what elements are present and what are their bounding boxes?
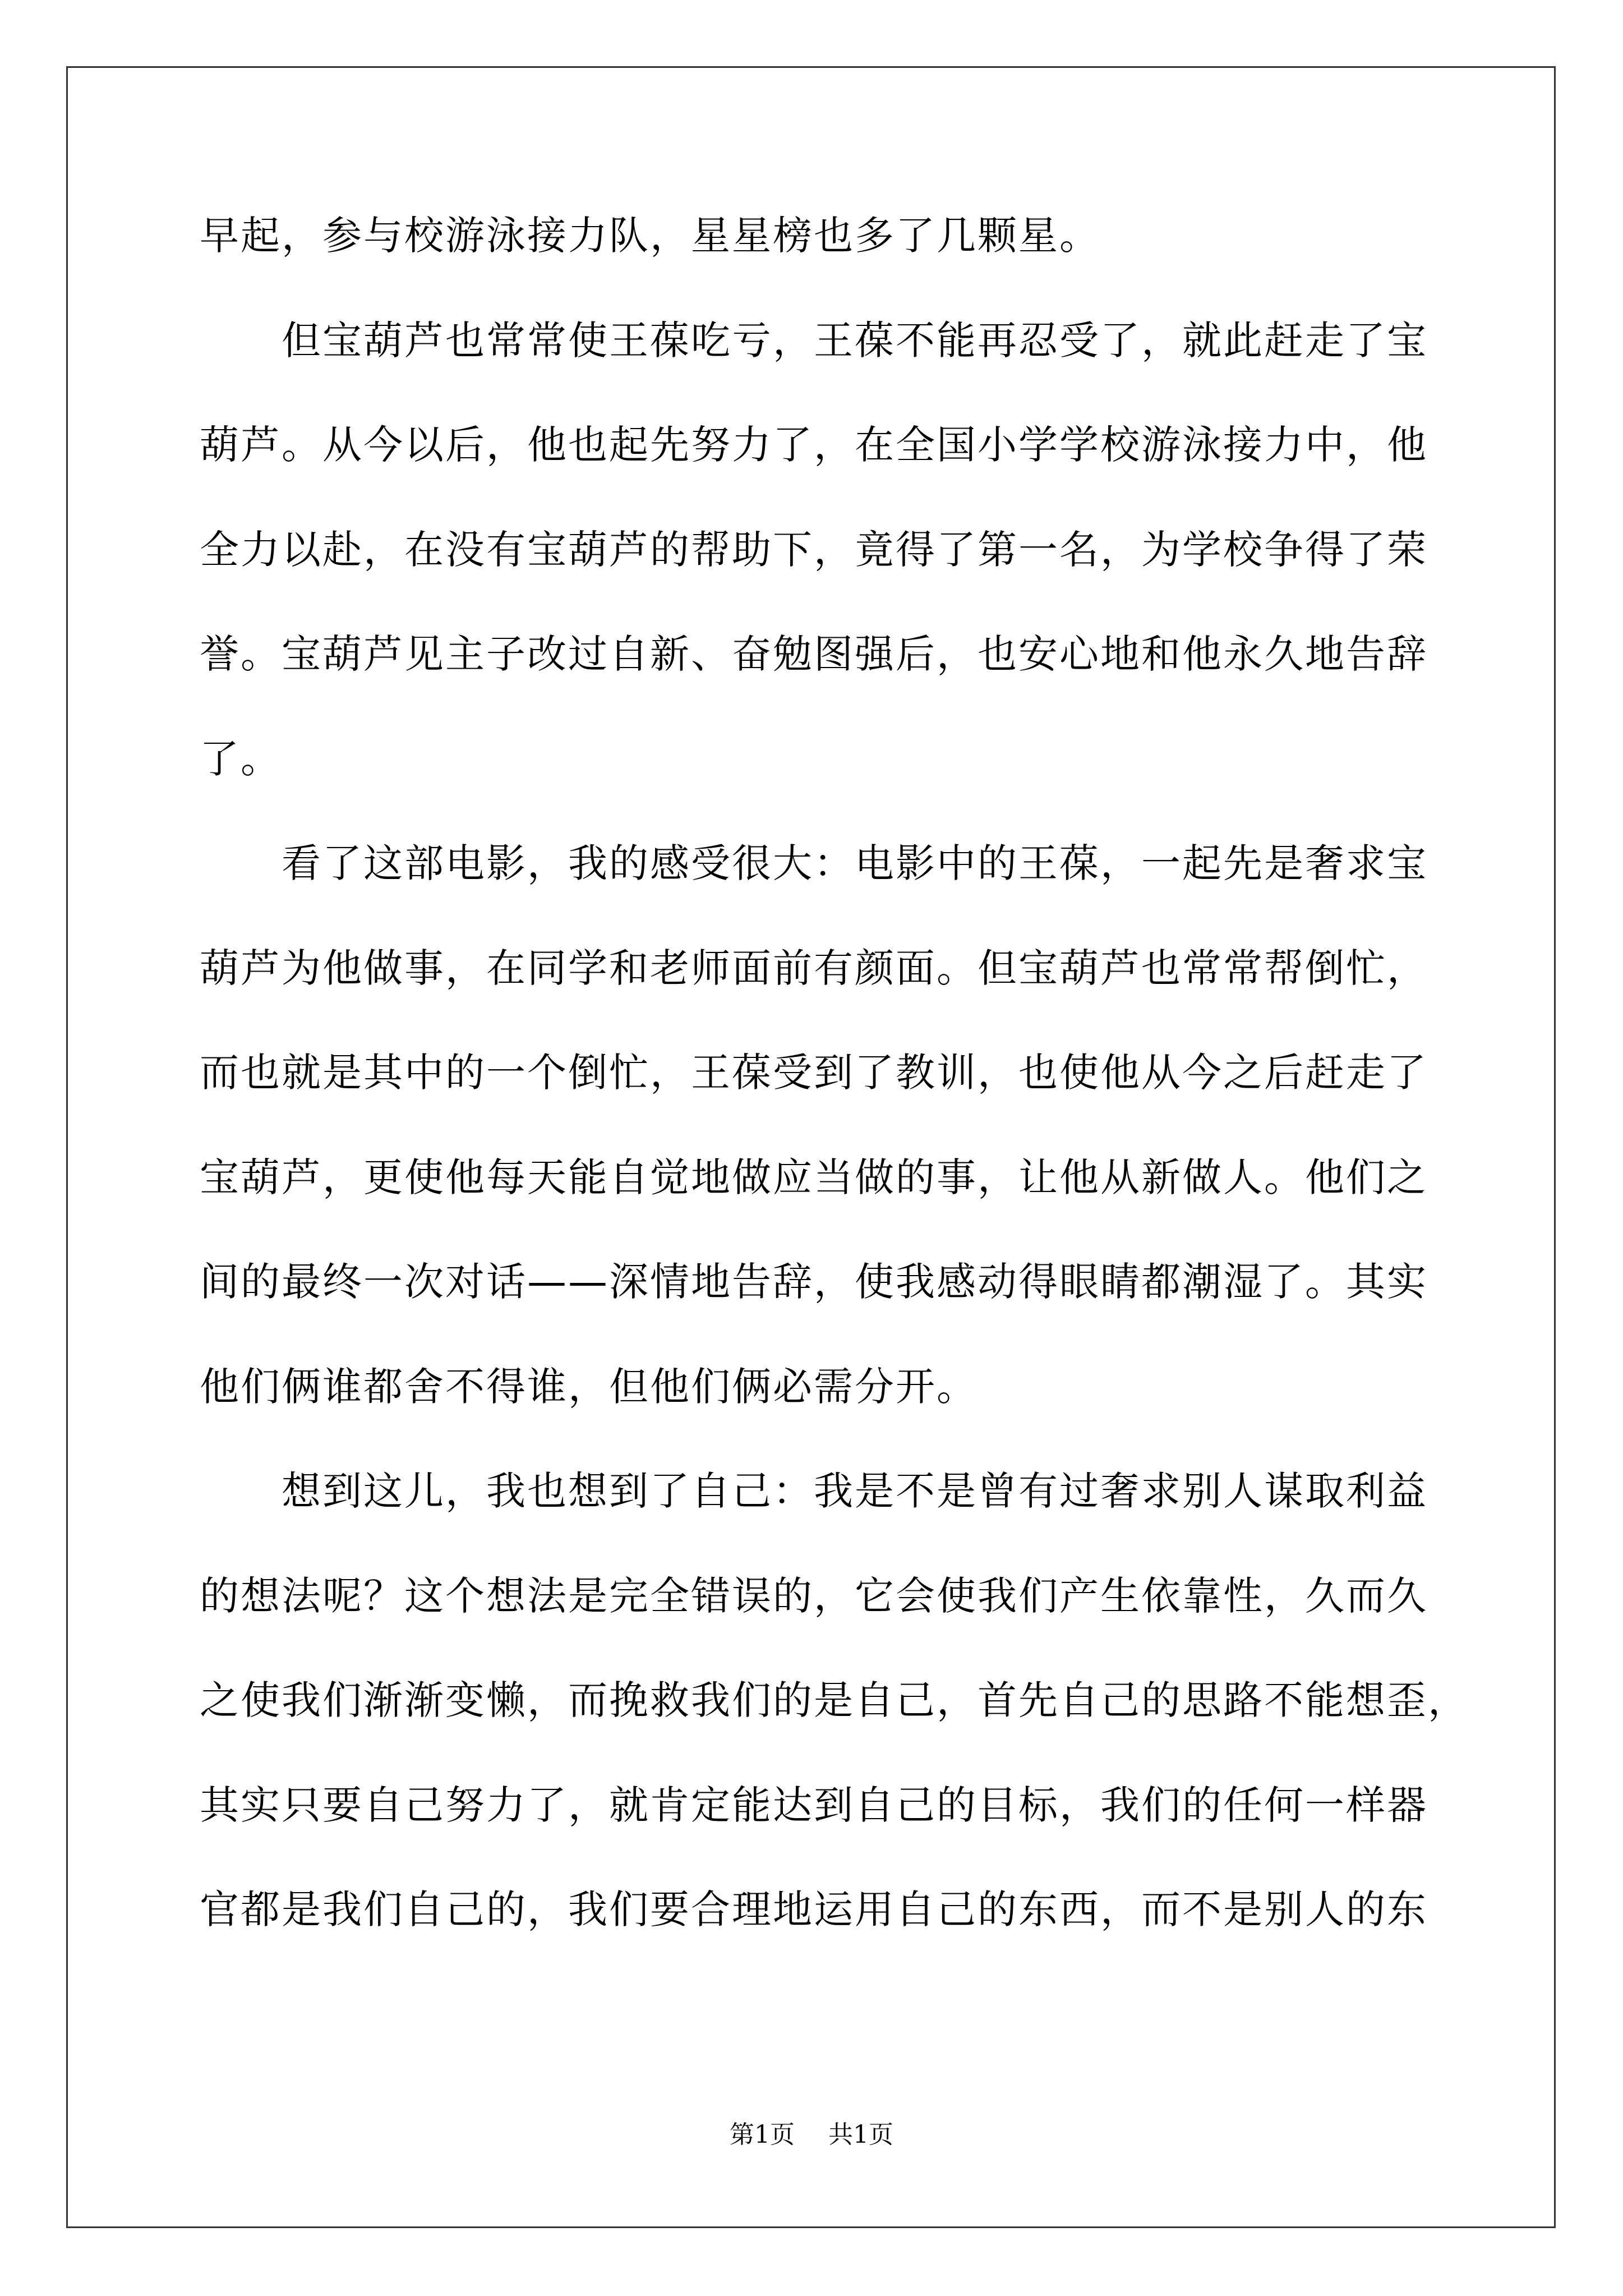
- page-footer: [0, 2114, 1623, 2150]
- text-line: 的想法呢？这个想法是完全错误的，它会使我们产生依靠性，久而久: [200, 1572, 1428, 1619]
- text-line: 宝葫芦，更使他每天能自觉地做应当做的事，让他从新做人。他们之: [200, 1154, 1428, 1200]
- text-line: 全力以赴，在没有宝葫芦的帮助下，竟得了第一名，为学校争得了荣: [200, 526, 1428, 573]
- page-number: 第1页: [730, 2120, 795, 2149]
- text-line: 间的最终一次对话——深情地告辞，使我感动得眼睛都潮湿了。其实: [200, 1259, 1428, 1305]
- text-line: 官都是我们自己的，我们要合理地运用自己的东西，而不是别人的东: [200, 1887, 1428, 1932]
- page-total: 共1页: [828, 2120, 893, 2149]
- text-line: 誉。宝葫芦见主子改过自新、奋勉图强后，也安心地和他永久地告辞: [200, 631, 1428, 677]
- text-line: 葫芦。从今以后，他也起先努力了，在全国小学学校游泳接力中，他: [200, 422, 1428, 468]
- text-line: 但宝葫芦也常常使王葆吃亏，王葆不能再忍受了，就此赶走了宝: [200, 317, 1428, 364]
- text-line: 之使我们渐渐变懒，而挽救我们的是自己，首先自己的思路不能想歪，: [200, 1677, 1469, 1723]
- text-line: 而也就是其中的一个倒忙，王葆受到了教训，也使他从今之后赶走了: [200, 1050, 1428, 1096]
- text-line: 他们俩谁都舍不得谁，但他们俩必需分开。: [200, 1363, 978, 1410]
- text-line: 想到这儿，我也想到了自己：我是不是曾有过奢求别人谋取利益: [200, 1468, 1428, 1514]
- text-line: 了。: [200, 735, 282, 782]
- text-line: 早起，参与校游泳接力队，星星榜也多了几颗星。: [200, 213, 1100, 259]
- text-line: 其实只要自己努力了，就肯定能达到自己的目标，我们的任何一样器: [200, 1782, 1428, 1828]
- document-body: [200, 208, 1469, 1986]
- text-line: 葫芦为他做事，在同学和老师面前有颜面。但宝葫芦也常常帮倒忙，: [200, 945, 1428, 991]
- text-line: 看了这部电影，我的感受很大：电影中的王葆，一起先是奢求宝: [200, 840, 1428, 886]
